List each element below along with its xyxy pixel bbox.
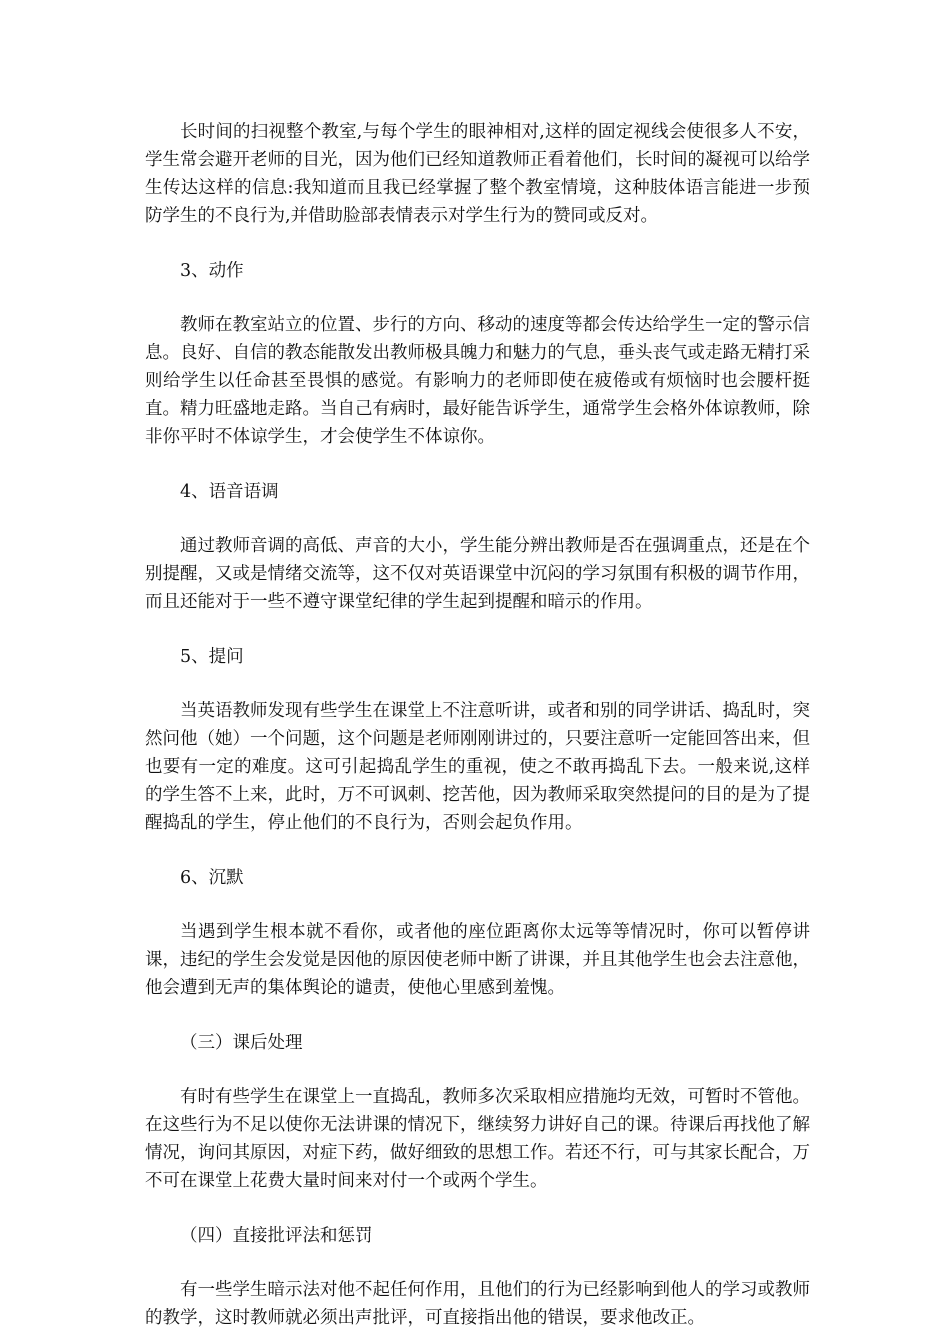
heading-silence: 6、沉默 — [180, 868, 244, 888]
heading-criticism: （四）直接批评法和惩罚 — [180, 1226, 373, 1246]
heading-action: 3、动作 — [180, 261, 244, 281]
spacer — [145, 1195, 810, 1222]
spacer — [145, 285, 810, 311]
spacer — [145, 671, 810, 697]
spacer — [145, 892, 810, 918]
spacer — [145, 506, 810, 532]
heading-question: 5、提问 — [180, 647, 244, 667]
heading-after-class: （三）课后处理 — [180, 1033, 303, 1053]
spacer — [145, 1057, 810, 1083]
paragraph-action: 教师在教室站立的位置、步行的方向、移动的速度等都会传达给学生一定的警示信息。良好、自信的教态能散发出教师极具魄力和魅力的气息，垂头丧气或走路无精打采则给学生以任命甚至畏惧的感觉。有影响力的老师即使在疲倦或有烦恼时也会腰杆挺直。精力旺盛地走路。当自己有病时，最好能告诉学生，通常学生会格外体谅教师，除非你平时不体谅学生，才会使学生不体谅你。 — [145, 315, 810, 447]
spacer — [145, 230, 810, 257]
spacer — [145, 1250, 810, 1276]
paragraph-question: 当英语教师发现有些学生在课堂上不注意听讲，或者和别的同学讲话、捣乱时，突然问他（她）一个问题，这个问题是老师刚刚讲过的，只要注意听一定能回答出来，但也要有一定的难度。这可引起捣乱学生的重视，使之不敢再捣乱下去。一般来说,这样的学生答不上来，此时，万不可讽刺、挖苦他，因为教师采取突然提问的目的是为了提醒捣乱的学生，停止他们的不良行为，否则会起负作用。 — [145, 701, 810, 833]
paragraph-after-class: 有时有些学生在课堂上一直捣乱，教师多次采取相应措施均无效，可暂时不管他。在这些行为不足以使你无法讲课的情况下，继续努力讲好自己的课。待课后再找他了解情况，询问其原因，对症下药，做好细致的思想工作。若还不行，可与其家长配合，万不可在课堂上花费大量时间来对付一个或两个学生。 — [145, 1087, 810, 1191]
spacer — [145, 837, 810, 864]
document-page — [145, 118, 810, 1332]
paragraph-criticism: 有一些学生暗示法对他不起任何作用，且他们的行为已经影响到他人的学习或教师的教学，这时教师就必须出声批评，可直接指出他的错误，要求他改正。 — [145, 1280, 810, 1328]
heading-voice: 4、语音语调 — [180, 482, 279, 502]
paragraph-silence: 当遇到学生根本就不看你，或者他的座位距离你太远等等情况时，你可以暂停讲课，违纪的学生会发觉是因他的原因使老师中断了讲课，并且其他学生也会去注意他，他会遭到无声的集体舆论的谴责，使他心里感到羞愧。 — [145, 922, 810, 998]
paragraph-voice: 通过教师音调的高低、声音的大小，学生能分辨出教师是否在强调重点，还是在个别提醒，又或是情绪交流等，这不仅对英语课堂中沉闷的学习氛围有积极的调节作用，而且还能对于一些不遵守课堂纪律的学生起到提醒和暗示的作用。 — [145, 536, 810, 612]
spacer — [145, 451, 810, 478]
paragraph-gaze: 长时间的扫视整个教室,与每个学生的眼神相对,这样的固定视线会使很多人不安，学生常会避开老师的目光，因为他们已经知道教师正看着他们，长时间的凝视可以给学生传达这样的信息:我知道而且我已经掌握了整个教室情境，这种肢体语言能进一步预防学生的不良行为,并借助脸部表情表示对学生行为的赞同或反对。 — [145, 122, 810, 226]
spacer — [145, 1002, 810, 1029]
spacer — [145, 616, 810, 643]
